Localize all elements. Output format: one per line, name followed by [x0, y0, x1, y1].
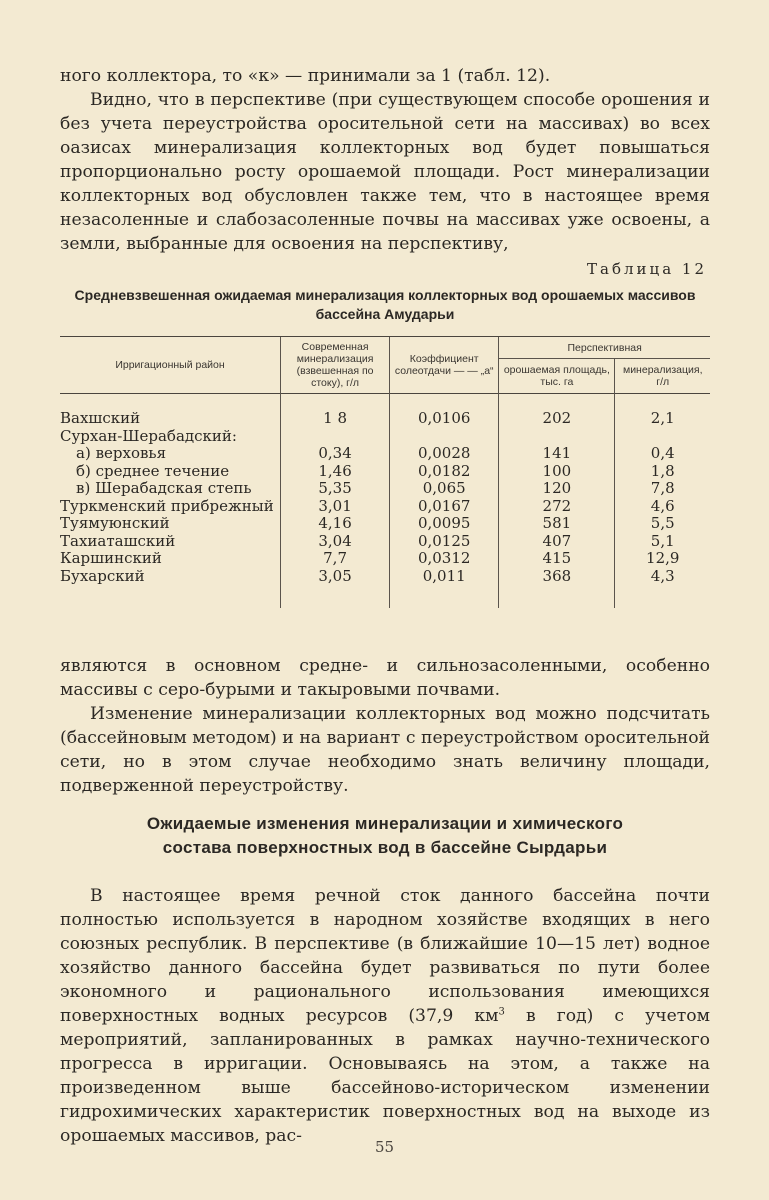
cell-current-mineralization: 3,05 — [281, 568, 390, 608]
cell-coefficient: 0,0106 — [390, 410, 499, 428]
header-coefficient: Коэффициент солеотдачи — — „а“ — [390, 337, 499, 394]
cell-current-mineralization: 5,35 — [281, 480, 390, 498]
paragraph-continuation: ного коллектора, то «к» — принимали за 1 (табл. 12). — [60, 66, 551, 86]
paragraph-basin-method: Изменение минерализации коллекторных вод можно подсчитать (бассейновым методом) и на вариант с переустройством оросительной сети, но в этом случае необходимо знать величину площади, подверженной переустройству. — [60, 704, 710, 796]
cell-coefficient — [390, 428, 499, 446]
superscript-cubic: 3 — [498, 1006, 505, 1018]
cell-district: б) среднее течение — [76, 461, 230, 480]
table-label: Таблица 12 — [587, 260, 707, 278]
cell-irrigated-area: 581 — [499, 515, 615, 533]
cell-district: а) верховья — [76, 444, 167, 462]
table-row — [60, 515, 710, 533]
cell-district: Вахшский — [60, 409, 141, 427]
table-row — [60, 568, 710, 608]
table-row — [60, 498, 710, 516]
cell-district: Сурхан-Шерабадский: — [60, 426, 237, 445]
cell-current-mineralization: 1 8 — [281, 410, 390, 428]
cell-future-mineralization: 2,1 — [615, 410, 710, 428]
header-future: Перспективная — [499, 337, 710, 359]
table-spacer — [60, 394, 710, 411]
paragraph-perspective: Видно, что в перспективе (при существующем способе орошения и без учета переустройства оросительной сети на массивах) во всех оазисах минерализация коллекторных вод будет повышаться пропорционально росту орошаемой площади. Рост минерализации коллекторных вод обусловлен также тем, что в настоящее время незасоленные и слабозасоленные почвы на массивах уже освоены, а земли, выбранные для освоения на перспективу, — [60, 90, 710, 254]
cell-future-mineralization: 4,6 — [615, 498, 710, 516]
cell-future-mineralization: 1,8 — [615, 463, 710, 481]
cell-current-mineralization: 3,04 — [281, 533, 390, 551]
cell-irrigated-area: 272 — [499, 498, 615, 516]
cell-future-mineralization: 4,3 — [615, 568, 710, 608]
table-row — [60, 533, 710, 551]
cell-irrigated-area: 202 — [499, 410, 615, 428]
cell-coefficient: 0,0125 — [390, 533, 499, 551]
paragraph-soils: являются в основном средне- и сильнозасоленными, особенно массивы с серо-бурыми и такыровыми почвами. — [60, 656, 710, 700]
cell-future-mineralization — [615, 428, 710, 446]
cell-coefficient: 0,0182 — [390, 463, 499, 481]
cell-current-mineralization: 0,34 — [281, 445, 390, 463]
cell-irrigated-area: 368 — [499, 568, 615, 608]
cell-irrigated-area: 141 — [499, 445, 615, 463]
cell-irrigated-area — [499, 428, 615, 446]
cell-irrigated-area: 120 — [499, 480, 615, 498]
cell-future-mineralization: 0,4 — [615, 445, 710, 463]
cell-district: Туркменский прибрежный — [60, 496, 274, 515]
cell-coefficient: 0,0167 — [390, 498, 499, 516]
cell-current-mineralization — [281, 428, 390, 446]
paragraph-syrdarya-part-2: в год) с учетом мероприятий, запланированных в рамках научно-технического прогресса в ирригации. Основываясь на этом, а также на произведенном выше бассейново-историческом изменении гидрохимических характеристик поверхностных вод на выходе из орошаемых массивов, рас- — [60, 1006, 710, 1146]
header-current-mineralization: Современная минерализация (взвешенная по стоку), г/л — [281, 337, 390, 394]
table-caption: Средневзвешенная ожидаемая минерализация коллекторных вод орошаемых массивов бассейна Амударьи — [74, 287, 696, 322]
table-row — [60, 445, 710, 463]
table-row — [60, 480, 710, 498]
paragraph-syrdarya — [60, 884, 710, 1148]
cell-future-mineralization: 12,9 — [615, 550, 710, 568]
header-future-mineralization: минерализация, г/л — [615, 359, 710, 394]
cell-district: Туямуюнский — [60, 514, 170, 532]
header-district: Ирригационный район — [60, 337, 281, 394]
section-title — [60, 812, 710, 860]
header-irrigated-area: орошаемая площадь, тыс. га — [499, 359, 615, 394]
cell-district: в) Шерабадская степь — [76, 479, 252, 497]
paragraph-syrdarya-part-1: В настоящее время речной сток данного бассейна почти полностью используется в народном хозяйстве входящих в него союзных республик. В перспективе (в ближайшие 10—15 лет) водное хозяйство данного бассейна будет развиваться по пути более экономного и рационального использования имеющихся поверхностных водных ресурсов (37,9 км — [60, 886, 710, 1026]
table-row — [60, 463, 710, 481]
cell-district: Тахиаташский — [60, 531, 176, 550]
section-title-line-1: Ожидаемые изменения минерализации и химического — [146, 814, 624, 833]
mineralization-table — [60, 336, 710, 608]
cell-irrigated-area: 100 — [499, 463, 615, 481]
page-number: 55 — [374, 1138, 395, 1156]
cell-current-mineralization: 7,7 — [281, 550, 390, 568]
cell-coefficient: 0,011 — [390, 568, 499, 608]
cell-future-mineralization: 5,5 — [615, 515, 710, 533]
cell-coefficient: 0,0028 — [390, 445, 499, 463]
section-title-line-2: состава поверхностных вод в бассейне Сырдарьи — [162, 838, 608, 857]
cell-future-mineralization: 5,1 — [615, 533, 710, 551]
cell-district: Каршинский — [60, 549, 162, 567]
cell-future-mineralization: 7,8 — [615, 480, 710, 498]
cell-coefficient: 0,0312 — [390, 550, 499, 568]
cell-coefficient: 0,0095 — [390, 515, 499, 533]
cell-current-mineralization: 4,16 — [281, 515, 390, 533]
table-row — [60, 428, 710, 446]
cell-irrigated-area: 415 — [499, 550, 615, 568]
cell-current-mineralization: 3,01 — [281, 498, 390, 516]
table-row — [60, 410, 710, 428]
table-row — [60, 550, 710, 568]
cell-district: Бухарский — [60, 566, 145, 585]
cell-irrigated-area: 407 — [499, 533, 615, 551]
cell-coefficient: 0,065 — [390, 480, 499, 498]
cell-current-mineralization: 1,46 — [281, 463, 390, 481]
